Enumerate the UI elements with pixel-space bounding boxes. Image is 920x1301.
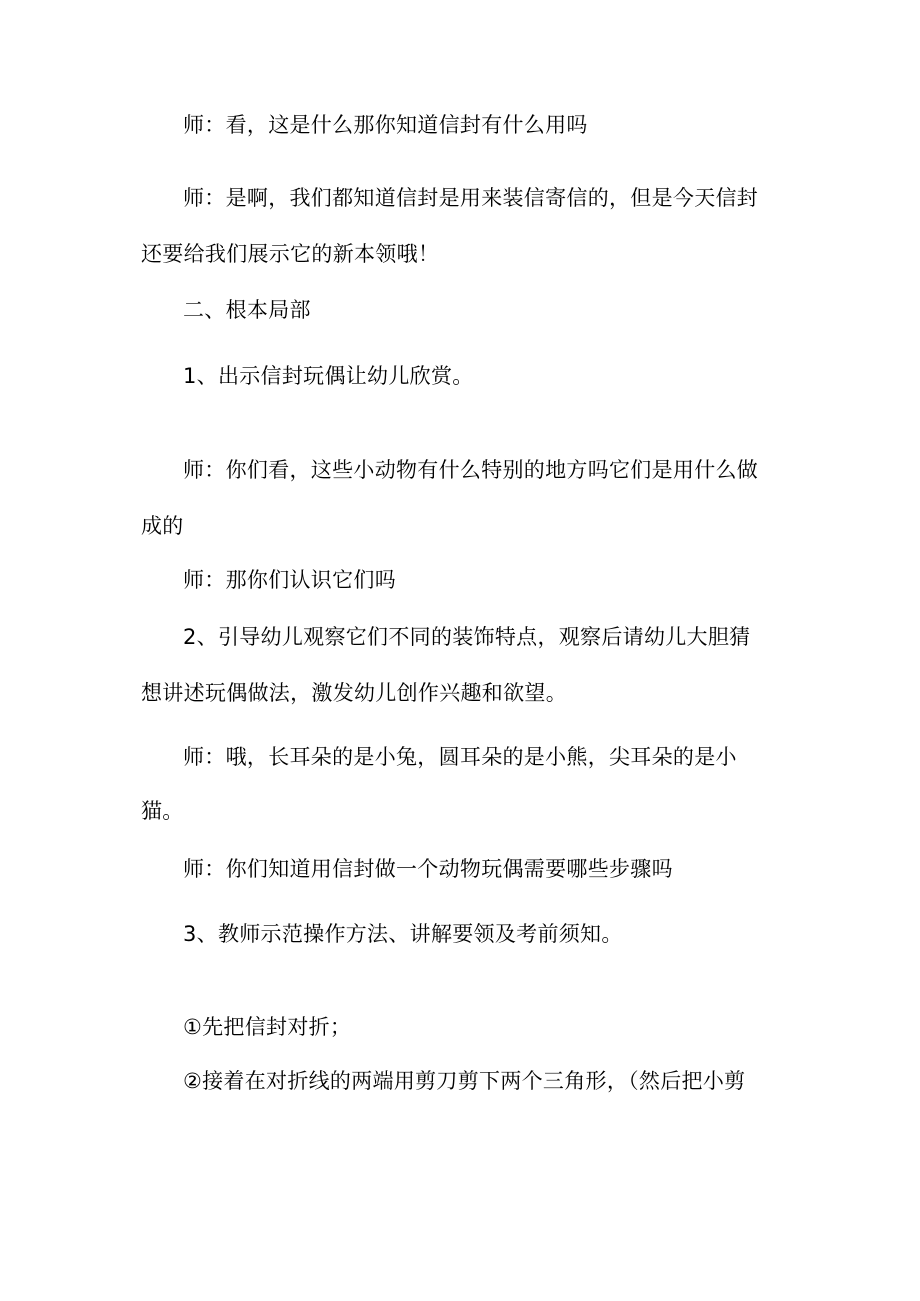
text-line-13: 师：你们知道用信封做一个动物玩偶需要哪些步骤吗	[183, 857, 673, 881]
text-line-5: 1、出示信封玩偶让幼儿欣赏。	[183, 364, 474, 388]
text-line-2: 师：是啊，我们都知道信封是用来装信寄信的，但是今天信封	[183, 186, 759, 210]
text-line-12: 猫。	[141, 799, 184, 823]
text-line-11: 师：哦，长耳朵的是小兔，圆耳朵的是小熊，尖耳朵的是小	[183, 745, 737, 769]
text-line-3: 还要给我们展示它的新本领哦！	[141, 242, 440, 266]
text-line-8: 师：那你们认识它们吗	[183, 568, 396, 592]
text-line-15: ①先把信封对折；	[183, 1015, 352, 1039]
text-line-6: 师：你们看，这些小动物有什么特别的地方吗它们是用什么做	[183, 458, 759, 482]
text-line-16: ②接着在对折线的两端用剪刀剪下两个三角形，（然后把小剪	[183, 1069, 746, 1093]
text-line-10: 想讲述玩偶做法，激发幼儿创作兴趣和欲望。	[141, 681, 567, 705]
text-line-14: 3、教师示范操作方法、讲解要领及考前须知。	[183, 922, 623, 946]
text-line-9: 2、引导幼儿观察它们不同的装饰特点，观察后请幼儿大胆猜	[183, 625, 751, 649]
text-line-1: 师：看，这是什么那你知道信封有什么用吗	[183, 113, 588, 137]
section-heading: 二、根本局部	[183, 298, 311, 322]
text-line-7: 成的	[141, 514, 184, 538]
